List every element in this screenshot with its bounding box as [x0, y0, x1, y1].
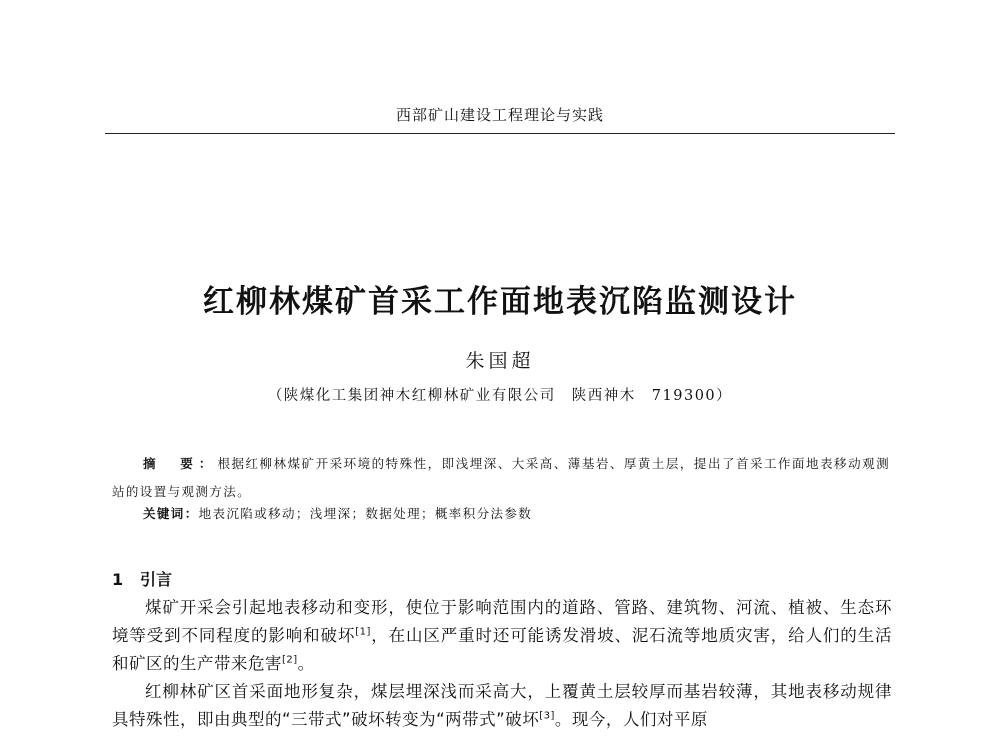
paragraph-2-text-b: 。现今，人们对平原: [554, 710, 708, 729]
author-affiliation: （陕煤化工集团神木红柳林矿业有限公司 陕西神木 719300）: [267, 388, 733, 404]
paragraph-1-text-a: 煤矿开采会引起地表移动和变形，使位于影响范围内的道路、管路、建筑物、河流、植被、生态环境等受到不同程度的影响和破坏: [112, 598, 892, 645]
abstract-text: 根据红柳林煤矿开采环境的特殊性，即浅埋深、大采高、薄基岩、厚黄土层，提出了首采工作面地表移动观测站的设置与观测方法。: [112, 456, 890, 499]
paper-title: 红柳林煤矿首采工作面地表沉陷监测设计: [203, 284, 797, 320]
author-name: 朱国超: [465, 350, 535, 372]
keywords: [143, 504, 891, 522]
header-rule: [105, 133, 895, 134]
section-body: [112, 594, 892, 734]
abstract-label: 摘 要：: [143, 456, 218, 471]
section-title: 引言: [140, 570, 173, 589]
paragraph-1: [112, 594, 892, 678]
abstract: [112, 450, 890, 506]
paragraph-2-text-a: 红柳林矿区首采面地形复杂，煤层埋深浅而采高大，上覆黄土层较厚而基岩较薄，其地表移动规律具特殊性，即由典型的“三带式”破坏转变为“两带式”破坏: [112, 682, 892, 729]
section-number: 1: [112, 570, 124, 589]
paragraph-1-text-c: 。: [297, 654, 315, 673]
keywords-label: 关键词：: [143, 506, 199, 521]
citation-2: [2]: [282, 654, 298, 666]
citation-1: [1]: [355, 626, 371, 638]
citation-3: [3]: [539, 710, 555, 722]
paragraph-2: [112, 678, 892, 734]
paragraph-1-text-b: ，在山区严重时还可能诱发滑坡、泥石流等地质灾害，给人们的生活和矿区的生产带来危害: [112, 626, 893, 673]
keywords-text: 地表沉陷或移动；浅埋深；数据处理；概率积分法参数: [198, 506, 533, 521]
running-header: 西部矿山建设工程理论与实践: [395, 106, 604, 124]
section-heading: [112, 567, 172, 590]
